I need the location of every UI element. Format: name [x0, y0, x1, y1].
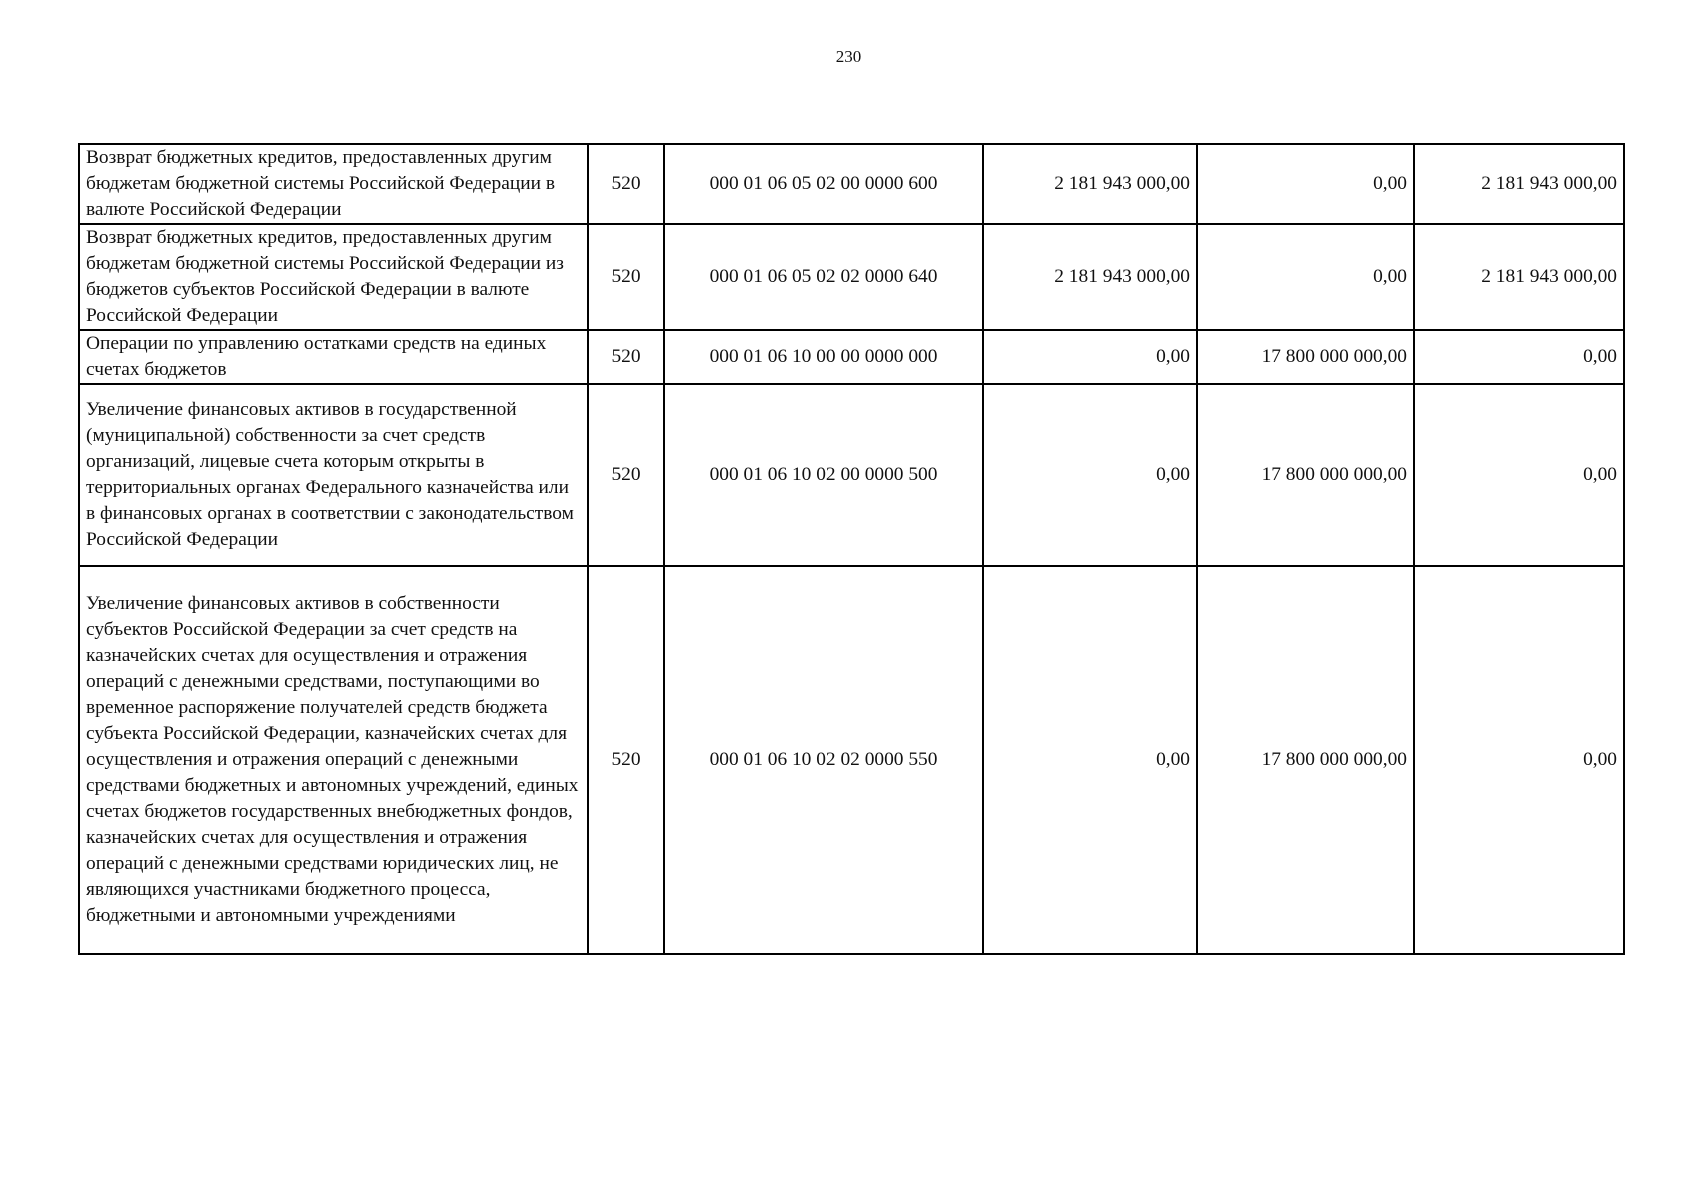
row-name: Возврат бюджетных кредитов, предоставленных другим бюджетам бюджетной системы Российской Федерации в валюте Российской Федерации — [79, 144, 588, 224]
table-row — [79, 144, 1624, 224]
amount-col-3: 2 181 943 000,00 — [1414, 144, 1624, 224]
amount-col-2: 0,00 — [1197, 224, 1414, 330]
admin-code: 520 — [588, 566, 664, 954]
budget-classification-code: 000 01 06 05 02 00 0000 600 — [664, 144, 983, 224]
row-name: Возврат бюджетных кредитов, предоставленных другим бюджетам бюджетной системы Российской Федерации из бюджетов субъектов Российской Федерации в валюте Российской Федерации — [79, 224, 588, 330]
table-row — [79, 384, 1624, 566]
admin-code: 520 — [588, 144, 664, 224]
budget-classification-code: 000 01 06 10 02 02 0000 550 — [664, 566, 983, 954]
amount-col-2: 17 800 000 000,00 — [1197, 566, 1414, 954]
page-number: 230 — [835, 47, 862, 66]
amount-col-1: 2 181 943 000,00 — [983, 144, 1197, 224]
admin-code: 520 — [588, 330, 664, 384]
admin-code: 520 — [588, 224, 664, 330]
amount-col-1: 2 181 943 000,00 — [983, 224, 1197, 330]
amount-col-3: 0,00 — [1414, 330, 1624, 384]
amount-col-1: 0,00 — [983, 384, 1197, 566]
amount-col-3: 0,00 — [1414, 384, 1624, 566]
amount-col-2: 17 800 000 000,00 — [1197, 330, 1414, 384]
budget-sources-table — [78, 143, 1625, 955]
row-name: Увеличение финансовых активов в собственности субъектов Российской Федерации за счет средств на казначейских счетах для осуществления и отражения операций с денежными средствами, поступающими во временное распоряжение получателей средств бюджета субъекта Российской Федерации, казначейских счетах для осуществления и отражения операций с денежными средствами бюджетных и автономных учреждений, единых счетах бюджетов государственных внебюджетных фондов, казначейских счетах для осуществления и отражения операций с денежными средствами юридических лиц, не являющихся участниками бюджетного процесса, бюджетными и автономными учреждениями — [79, 566, 588, 954]
amount-col-1: 0,00 — [983, 330, 1197, 384]
budget-classification-code: 000 01 06 10 02 00 0000 500 — [664, 384, 983, 566]
amount-col-1: 0,00 — [983, 566, 1197, 954]
row-name: Увеличение финансовых активов в государственной (муниципальной) собственности за счет средств организаций, лицевые счета которым открыты в территориальных органах Федерального казначейства или в финансовых органах в соответствии с законодательством Российской Федерации — [79, 384, 588, 566]
budget-classification-code: 000 01 06 10 00 00 0000 000 — [664, 330, 983, 384]
amount-col-3: 0,00 — [1414, 566, 1624, 954]
amount-col-2: 0,00 — [1197, 144, 1414, 224]
row-name: Операции по управлению остатками средств на единых счетах бюджетов — [79, 330, 588, 384]
amount-col-3: 2 181 943 000,00 — [1414, 224, 1624, 330]
admin-code: 520 — [588, 384, 664, 566]
table-row — [79, 330, 1624, 384]
table-row — [79, 224, 1624, 330]
amount-col-2: 17 800 000 000,00 — [1197, 384, 1414, 566]
table-row — [79, 566, 1624, 954]
budget-classification-code: 000 01 06 05 02 02 0000 640 — [664, 224, 983, 330]
